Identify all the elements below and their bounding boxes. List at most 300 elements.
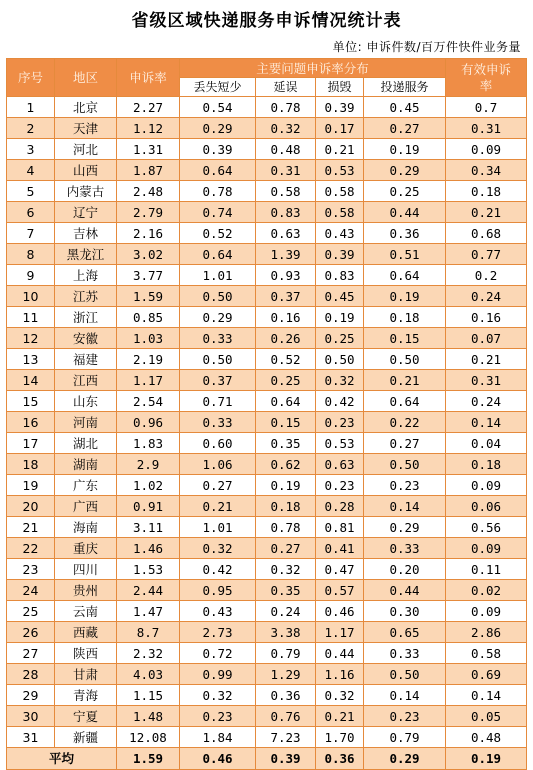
table-row [7, 202, 527, 223]
cell-rate: 2.19 [117, 349, 180, 370]
cell-rate: 0.91 [117, 496, 180, 517]
cell-effective: 0.2 [446, 265, 527, 286]
table-row [7, 580, 527, 601]
table-row [7, 223, 527, 244]
cell-service: 0.23 [364, 475, 446, 496]
cell-index: 15 [7, 391, 55, 412]
cell-region: 山东 [55, 391, 117, 412]
cell-lost: 2.73 [180, 622, 256, 643]
cell-service: 0.50 [364, 349, 446, 370]
cell-effective: 0.09 [446, 475, 527, 496]
cell-lost: 1.01 [180, 517, 256, 538]
cell-delay: 0.93 [256, 265, 316, 286]
table-row [7, 118, 527, 139]
cell-index: 18 [7, 454, 55, 475]
cell-index: 6 [7, 202, 55, 223]
cell-damage: 0.39 [316, 97, 364, 118]
cell-rate: 4.03 [117, 664, 180, 685]
cell-effective: 0.48 [446, 727, 527, 748]
table-row [7, 433, 527, 454]
cell-lost: 0.99 [180, 664, 256, 685]
header-effective: 有效申诉率 [446, 59, 527, 97]
table-row [7, 412, 527, 433]
cell-rate: 1.03 [117, 328, 180, 349]
table-row [7, 601, 527, 622]
table-row [7, 517, 527, 538]
table-row [7, 622, 527, 643]
cell-service: 0.25 [364, 181, 446, 202]
cell-lost: 1.01 [180, 265, 256, 286]
cell-effective: 0.09 [446, 601, 527, 622]
page-title: 省级区域快递服务申诉情况统计表 [131, 11, 402, 31]
cell-service: 0.15 [364, 328, 446, 349]
table-row [7, 454, 527, 475]
cell-damage: 0.58 [316, 181, 364, 202]
cell-service: 0.19 [364, 139, 446, 160]
cell-index: 30 [7, 706, 55, 727]
cell-service: 0.44 [364, 580, 446, 601]
cell-rate: 12.08 [117, 727, 180, 748]
cell-delay: 0.35 [256, 433, 316, 454]
cell-lost: 0.64 [180, 244, 256, 265]
cell-damage: 1.70 [316, 727, 364, 748]
cell-delay: 0.15 [256, 412, 316, 433]
cell-damage: 0.83 [316, 265, 364, 286]
header-index: 序号 [7, 59, 55, 97]
cell-effective: 0.16 [446, 307, 527, 328]
cell-damage: 0.43 [316, 223, 364, 244]
cell-service: 0.14 [364, 685, 446, 706]
cell-rate: 8.7 [117, 622, 180, 643]
cell-region: 江苏 [55, 286, 117, 307]
cell-index: 16 [7, 412, 55, 433]
cell-rate: 3.11 [117, 517, 180, 538]
cell-damage: 0.23 [316, 475, 364, 496]
cell-index: 20 [7, 496, 55, 517]
cell-delay: 0.36 [256, 685, 316, 706]
cell-region: 西藏 [55, 622, 117, 643]
cell-lost: 0.50 [180, 286, 256, 307]
cell-effective: 0.69 [446, 664, 527, 685]
cell-effective: 0.06 [446, 496, 527, 517]
cell-lost: 0.78 [180, 181, 256, 202]
cell-delay: 0.83 [256, 202, 316, 223]
cell-lost: 0.29 [180, 118, 256, 139]
cell-rate: 1.53 [117, 559, 180, 580]
cell-delay: 7.23 [256, 727, 316, 748]
cell-damage: 0.53 [316, 433, 364, 454]
table-row [7, 706, 527, 727]
cell-damage: 0.28 [316, 496, 364, 517]
cell-effective: 0.07 [446, 328, 527, 349]
cell-lost: 0.32 [180, 538, 256, 559]
cell-lost: 0.23 [180, 706, 256, 727]
cell-damage: 1.16 [316, 664, 364, 685]
cell-region: 湖北 [55, 433, 117, 454]
cell-region: 青海 [55, 685, 117, 706]
cell-effective: 0.09 [446, 139, 527, 160]
table-row [7, 349, 527, 370]
cell-damage: 0.46 [316, 601, 364, 622]
cell-index: 2 [7, 118, 55, 139]
cell-damage: 0.58 [316, 202, 364, 223]
cell-service: 0.29 [364, 517, 446, 538]
header-region: 地区 [55, 59, 117, 97]
cell-index: 25 [7, 601, 55, 622]
cell-effective: 0.31 [446, 118, 527, 139]
cell-delay: 0.62 [256, 454, 316, 475]
cell-service: 0.33 [364, 538, 446, 559]
cell-rate: 1.48 [117, 706, 180, 727]
cell-delay: 0.18 [256, 496, 316, 517]
cell-lost: 0.37 [180, 370, 256, 391]
cell-effective: 0.24 [446, 391, 527, 412]
header-rate: 申诉率 [117, 59, 180, 97]
cell-region: 贵州 [55, 580, 117, 601]
cell-index: 26 [7, 622, 55, 643]
cell-effective: 0.04 [446, 433, 527, 454]
cell-index: 12 [7, 328, 55, 349]
cell-lost: 1.06 [180, 454, 256, 475]
cell-delay: 3.38 [256, 622, 316, 643]
cell-region: 天津 [55, 118, 117, 139]
cell-effective: 0.21 [446, 202, 527, 223]
cell-delay: 0.58 [256, 181, 316, 202]
cell-effective: 0.02 [446, 580, 527, 601]
cell-index: 28 [7, 664, 55, 685]
cell-effective: 0.21 [446, 349, 527, 370]
cell-lost: 0.39 [180, 139, 256, 160]
cell-damage: 0.53 [316, 160, 364, 181]
cell-index: 19 [7, 475, 55, 496]
cell-delay: 0.16 [256, 307, 316, 328]
cell-effective: 0.31 [446, 370, 527, 391]
cell-service: 0.21 [364, 370, 446, 391]
cell-region: 河南 [55, 412, 117, 433]
cell-lost: 0.33 [180, 412, 256, 433]
cell-region: 宁夏 [55, 706, 117, 727]
cell-service: 0.65 [364, 622, 446, 643]
cell-index: 22 [7, 538, 55, 559]
cell-index: 10 [7, 286, 55, 307]
cell-region: 浙江 [55, 307, 117, 328]
average-delay: 0.39 [256, 748, 316, 770]
cell-damage: 0.32 [316, 370, 364, 391]
table-row [7, 160, 527, 181]
cell-service: 0.22 [364, 412, 446, 433]
cell-rate: 1.31 [117, 139, 180, 160]
cell-rate: 1.17 [117, 370, 180, 391]
cell-region: 甘肃 [55, 664, 117, 685]
cell-service: 0.20 [364, 559, 446, 580]
cell-effective: 0.68 [446, 223, 527, 244]
cell-region: 江西 [55, 370, 117, 391]
cell-damage: 0.50 [316, 349, 364, 370]
table-row [7, 97, 527, 118]
cell-delay: 0.24 [256, 601, 316, 622]
cell-effective: 0.09 [446, 538, 527, 559]
cell-delay: 0.78 [256, 97, 316, 118]
cell-lost: 0.27 [180, 475, 256, 496]
cell-lost: 0.71 [180, 391, 256, 412]
cell-rate: 2.16 [117, 223, 180, 244]
cell-effective: 0.7 [446, 97, 527, 118]
cell-effective: 0.14 [446, 685, 527, 706]
table-row [7, 307, 527, 328]
cell-index: 11 [7, 307, 55, 328]
cell-service: 0.64 [364, 265, 446, 286]
cell-service: 0.36 [364, 223, 446, 244]
cell-region: 重庆 [55, 538, 117, 559]
cell-rate: 2.48 [117, 181, 180, 202]
header-damage: 损毁 [316, 78, 364, 97]
cell-lost: 0.42 [180, 559, 256, 580]
cell-index: 13 [7, 349, 55, 370]
cell-index: 23 [7, 559, 55, 580]
cell-region: 四川 [55, 559, 117, 580]
cell-index: 4 [7, 160, 55, 181]
cell-index: 1 [7, 97, 55, 118]
cell-delay: 0.79 [256, 643, 316, 664]
average-damage: 0.36 [316, 748, 364, 770]
cell-region: 河北 [55, 139, 117, 160]
cell-rate: 2.27 [117, 97, 180, 118]
table-row [7, 370, 527, 391]
cell-lost: 0.52 [180, 223, 256, 244]
cell-delay: 0.27 [256, 538, 316, 559]
cell-delay: 0.48 [256, 139, 316, 160]
cell-index: 31 [7, 727, 55, 748]
cell-service: 0.64 [364, 391, 446, 412]
cell-damage: 0.19 [316, 307, 364, 328]
cell-service: 0.50 [364, 454, 446, 475]
table-row [7, 286, 527, 307]
cell-lost: 0.72 [180, 643, 256, 664]
table-row [7, 664, 527, 685]
cell-service: 0.18 [364, 307, 446, 328]
cell-index: 29 [7, 685, 55, 706]
cell-lost: 0.60 [180, 433, 256, 454]
cell-service: 0.50 [364, 664, 446, 685]
cell-rate: 2.32 [117, 643, 180, 664]
cell-service: 0.23 [364, 706, 446, 727]
cell-region: 黑龙江 [55, 244, 117, 265]
cell-service: 0.79 [364, 727, 446, 748]
cell-damage: 0.45 [316, 286, 364, 307]
unit-note: 单位: 申诉件数/百万件快件业务量 [332, 40, 521, 54]
cell-region: 辽宁 [55, 202, 117, 223]
cell-delay: 0.31 [256, 160, 316, 181]
cell-rate: 1.15 [117, 685, 180, 706]
cell-index: 21 [7, 517, 55, 538]
cell-delay: 0.63 [256, 223, 316, 244]
cell-delay: 0.25 [256, 370, 316, 391]
cell-region: 海南 [55, 517, 117, 538]
cell-rate: 1.02 [117, 475, 180, 496]
cell-lost: 0.32 [180, 685, 256, 706]
average-service: 0.29 [364, 748, 446, 770]
table-row [7, 475, 527, 496]
cell-index: 9 [7, 265, 55, 286]
cell-rate: 3.77 [117, 265, 180, 286]
cell-rate: 1.12 [117, 118, 180, 139]
cell-delay: 1.29 [256, 664, 316, 685]
cell-effective: 0.05 [446, 706, 527, 727]
average-label: 平均 [7, 748, 117, 770]
cell-delay: 0.78 [256, 517, 316, 538]
cell-delay: 0.76 [256, 706, 316, 727]
cell-damage: 0.44 [316, 643, 364, 664]
cell-delay: 0.19 [256, 475, 316, 496]
cell-lost: 1.84 [180, 727, 256, 748]
cell-lost: 0.54 [180, 97, 256, 118]
cell-rate: 0.96 [117, 412, 180, 433]
cell-rate: 2.44 [117, 580, 180, 601]
cell-damage: 0.23 [316, 412, 364, 433]
cell-service: 0.33 [364, 643, 446, 664]
cell-effective: 0.58 [446, 643, 527, 664]
cell-lost: 0.33 [180, 328, 256, 349]
cell-lost: 0.95 [180, 580, 256, 601]
cell-effective: 0.56 [446, 517, 527, 538]
cell-rate: 1.47 [117, 601, 180, 622]
table-row [7, 244, 527, 265]
cell-delay: 0.35 [256, 580, 316, 601]
cell-lost: 0.21 [180, 496, 256, 517]
cell-lost: 0.43 [180, 601, 256, 622]
cell-delay: 0.32 [256, 118, 316, 139]
cell-damage: 0.21 [316, 706, 364, 727]
cell-delay: 0.32 [256, 559, 316, 580]
table-row [7, 328, 527, 349]
cell-effective: 0.18 [446, 181, 527, 202]
cell-lost: 0.50 [180, 349, 256, 370]
table-row [7, 391, 527, 412]
table-row [7, 496, 527, 517]
cell-rate: 2.79 [117, 202, 180, 223]
cell-damage: 1.17 [316, 622, 364, 643]
header-delay: 延误 [256, 78, 316, 97]
cell-rate: 3.02 [117, 244, 180, 265]
cell-region: 吉林 [55, 223, 117, 244]
table-body [7, 97, 527, 748]
cell-index: 14 [7, 370, 55, 391]
cell-damage: 0.63 [316, 454, 364, 475]
cell-index: 7 [7, 223, 55, 244]
table-row [7, 559, 527, 580]
header-lost: 丢失短少 [180, 78, 256, 97]
cell-index: 8 [7, 244, 55, 265]
cell-index: 3 [7, 139, 55, 160]
cell-rate: 0.85 [117, 307, 180, 328]
cell-effective: 0.77 [446, 244, 527, 265]
cell-region: 山西 [55, 160, 117, 181]
cell-service: 0.30 [364, 601, 446, 622]
cell-region: 内蒙古 [55, 181, 117, 202]
header-group: 主要问题申诉率分布 [180, 59, 446, 78]
cell-damage: 0.57 [316, 580, 364, 601]
cell-region: 新疆 [55, 727, 117, 748]
cell-effective: 2.86 [446, 622, 527, 643]
table-row [7, 727, 527, 748]
table-row [7, 265, 527, 286]
cell-damage: 0.17 [316, 118, 364, 139]
cell-region: 北京 [55, 97, 117, 118]
cell-service: 0.45 [364, 97, 446, 118]
cell-index: 27 [7, 643, 55, 664]
cell-damage: 0.47 [316, 559, 364, 580]
cell-service: 0.44 [364, 202, 446, 223]
cell-rate: 1.83 [117, 433, 180, 454]
cell-index: 17 [7, 433, 55, 454]
header-service: 投递服务 [364, 78, 446, 97]
cell-region: 上海 [55, 265, 117, 286]
cell-effective: 0.34 [446, 160, 527, 181]
table-row [7, 643, 527, 664]
cell-rate: 1.46 [117, 538, 180, 559]
cell-damage: 0.42 [316, 391, 364, 412]
cell-effective: 0.14 [446, 412, 527, 433]
cell-index: 5 [7, 181, 55, 202]
average-row [7, 748, 527, 770]
cell-region: 广西 [55, 496, 117, 517]
cell-region: 广东 [55, 475, 117, 496]
cell-service: 0.19 [364, 286, 446, 307]
table-row [7, 538, 527, 559]
cell-delay: 0.64 [256, 391, 316, 412]
cell-lost: 0.29 [180, 307, 256, 328]
cell-lost: 0.74 [180, 202, 256, 223]
cell-region: 福建 [55, 349, 117, 370]
cell-damage: 0.41 [316, 538, 364, 559]
average-rate: 1.59 [117, 748, 180, 770]
cell-effective: 0.11 [446, 559, 527, 580]
table-row [7, 685, 527, 706]
cell-rate: 1.59 [117, 286, 180, 307]
cell-rate: 2.54 [117, 391, 180, 412]
cell-region: 湖南 [55, 454, 117, 475]
cell-region: 陕西 [55, 643, 117, 664]
cell-lost: 0.64 [180, 160, 256, 181]
cell-damage: 0.32 [316, 685, 364, 706]
complaint-table [6, 58, 527, 770]
cell-region: 安徽 [55, 328, 117, 349]
cell-rate: 1.87 [117, 160, 180, 181]
cell-rate: 2.9 [117, 454, 180, 475]
cell-delay: 1.39 [256, 244, 316, 265]
cell-index: 24 [7, 580, 55, 601]
cell-effective: 0.24 [446, 286, 527, 307]
cell-damage: 0.21 [316, 139, 364, 160]
average-lost: 0.46 [180, 748, 256, 770]
table-row [7, 181, 527, 202]
cell-service: 0.27 [364, 118, 446, 139]
cell-delay: 0.52 [256, 349, 316, 370]
cell-damage: 0.25 [316, 328, 364, 349]
cell-effective: 0.18 [446, 454, 527, 475]
cell-delay: 0.37 [256, 286, 316, 307]
cell-service: 0.14 [364, 496, 446, 517]
cell-damage: 0.39 [316, 244, 364, 265]
average-effective: 0.19 [446, 748, 527, 770]
cell-service: 0.51 [364, 244, 446, 265]
cell-service: 0.29 [364, 160, 446, 181]
cell-region: 云南 [55, 601, 117, 622]
cell-damage: 0.81 [316, 517, 364, 538]
cell-delay: 0.26 [256, 328, 316, 349]
table-row [7, 139, 527, 160]
cell-service: 0.27 [364, 433, 446, 454]
